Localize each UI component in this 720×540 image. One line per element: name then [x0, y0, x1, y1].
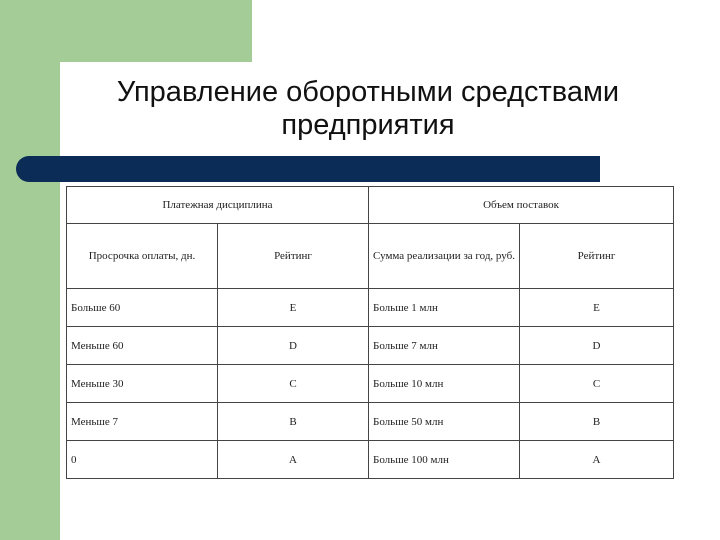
table-column-header-row: [67, 224, 674, 289]
sales-cell: Больше 7 млн: [369, 327, 520, 365]
payment-rating-cell: C: [218, 365, 369, 403]
slide-title-line2: предприятия: [281, 109, 455, 141]
volume-rating-cell: D: [520, 327, 674, 365]
payment-rating-cell: B: [218, 403, 369, 441]
table-row: [67, 365, 674, 403]
sales-cell: Больше 1 млн: [369, 289, 520, 327]
group-header-supply-volume: Объем поставок: [369, 187, 674, 224]
table-group-header-row: [67, 187, 674, 224]
payment-rating-cell: E: [218, 289, 369, 327]
overdue-cell: Меньше 60: [67, 327, 218, 365]
table-row: [67, 327, 674, 365]
column-header-rating-volume: Рейтинг: [520, 224, 674, 289]
table-row: [67, 441, 674, 479]
sales-cell: Больше 10 млн: [369, 365, 520, 403]
volume-rating-cell: B: [520, 403, 674, 441]
slide-title: [68, 76, 668, 142]
table-row: [67, 403, 674, 441]
overdue-cell: Больше 60: [67, 289, 218, 327]
rating-table: [66, 186, 674, 479]
payment-rating-cell: A: [218, 441, 369, 479]
column-header-rating-payment: Рейтинг: [218, 224, 369, 289]
overdue-cell: Меньше 30: [67, 365, 218, 403]
sales-cell: Больше 100 млн: [369, 441, 520, 479]
top-green-block: [60, 0, 252, 62]
column-header-overdue-days: Просрочка оплаты, дн.: [67, 224, 218, 289]
column-header-annual-sales: Сумма реализации за год, руб.: [369, 224, 520, 289]
volume-rating-cell: E: [520, 289, 674, 327]
volume-rating-cell: C: [520, 365, 674, 403]
volume-rating-cell: A: [520, 441, 674, 479]
overdue-cell: Меньше 7: [67, 403, 218, 441]
payment-rating-cell: D: [218, 327, 369, 365]
overdue-cell: 0: [67, 441, 218, 479]
table-row: [67, 289, 674, 327]
slide-title-line1: Управление оборотными средствами: [116, 76, 620, 108]
sales-cell: Больше 50 млн: [369, 403, 520, 441]
left-green-strip: [0, 0, 60, 540]
group-header-payment-discipline: Платежная дисциплина: [67, 187, 369, 224]
title-underline-bar: [16, 156, 600, 182]
